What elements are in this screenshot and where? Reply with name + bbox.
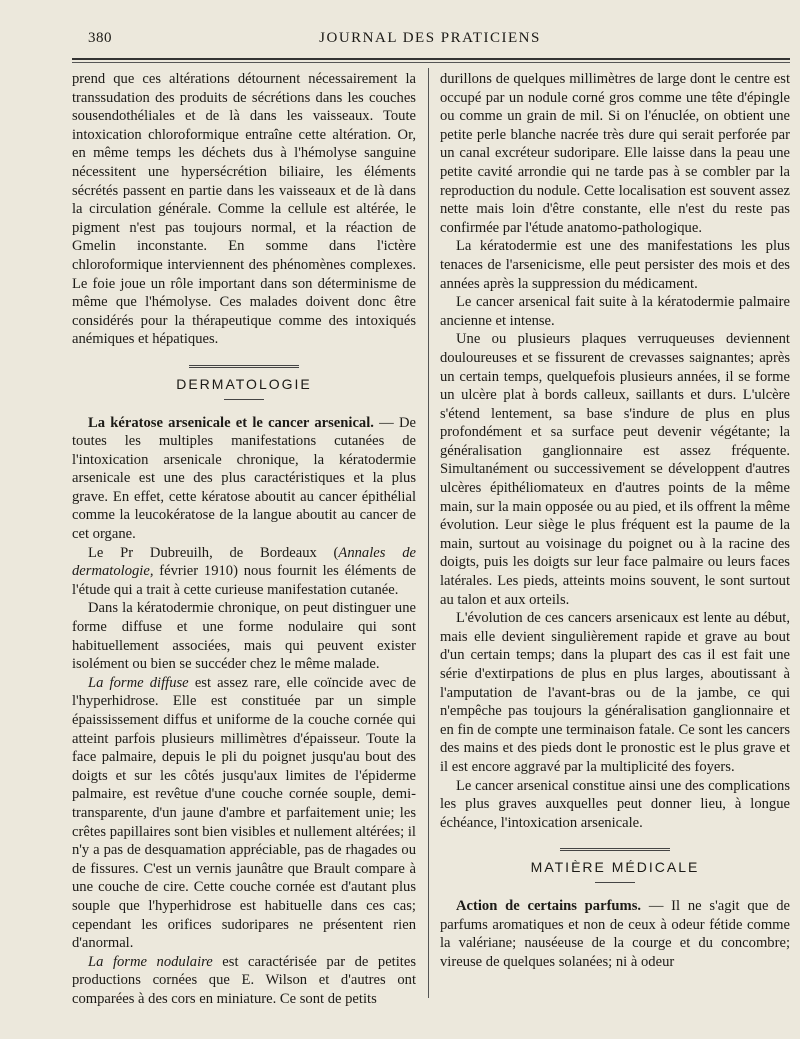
section-heading-dermatologie [72, 365, 416, 400]
paragraph [72, 544, 416, 600]
term-italic: La forme diffuse [88, 674, 189, 691]
paragraph [72, 674, 416, 953]
heading-ornament-rule [189, 365, 299, 371]
paragraph: durillons de quelques millimètres de large dont le centre est occupé par un nodule corné gros comme une tête d'épingle ou comme un grain de mil. Si on l'énuclée, on obtient une petite perle blanche nacrée très dure qui serait perforée par un canal excréteur sudoripare. Elle laisse dans la peau une petite cavité arrondie qui ne tarde pas à se combler par la reproduction du nodule. Cette localisation est souvent assez nette mais loin d'être constante, elle n'est du reste pas confirmée par l'étude anatomo-pathologique. [440, 71, 790, 236]
text-run: février 1910) nous fournit les éléments de l'étude qui a trait à cette curieuse manifestation cutanée. [72, 563, 416, 598]
paragraph: Le cancer arsenical fait suite à la kératodermie palmaire ancienne et intense. [440, 294, 790, 329]
right-column [440, 70, 790, 971]
article-title: La kératose arsenicale et le cancer arsenical. [88, 414, 374, 431]
article-title: Action de certains parfums. [456, 897, 642, 914]
header-rule-thin [72, 62, 790, 63]
text-run: Le Pr Dubreuilh, de Bordeaux ( [88, 544, 339, 561]
paragraph: Une ou plusieurs plaques verruqueuses deviennent douloureuses et se fissurent de crevasses saignantes; après un certain temps, quelquefois plusieurs années, il se forme un ulcère plat à bords calleux, saillants et durs. L'ulcère s'étend lentement, sa base s'indure de plus en plus profondément et sa surface peut devenir végétante; la généralisation ganglionnaire est assez fréquente. Simultanément ou successivement se développent d'autres ulcères épithéliomateux en d'autres points de la même main, sur la main opposée ou au pied, et ils offrent la même évolution. Leur siège le plus fréquent est la paume de la main, surtout au voisinage du poignet ou à la racine des doigts, puis les doigts sur leur face palmaire ou leurs faces latérales. Les pieds, atteints moins souvent, le sont surtout au talon et aux orteils. [440, 331, 790, 608]
heading-ornament-rule [560, 848, 670, 854]
article-intro: — De toutes les multiples manifestations cutanées de l'intoxication arsenicale chronique, la kératodermie arsenicale est une des plus caractéristiques et la plus grave. En effet, cette kératose aboutit au cancer épithélial comme la leucokératose de la langue aboutit au cancer de cet organe. [72, 414, 416, 543]
header-rule [72, 58, 790, 60]
section-heading-label: DERMATOLOGIE [176, 375, 312, 392]
article-intro: — Il ne s'agit que de parfums aromatiques et non de ceux à odeur fétide comme la valériane; nauséeuse de la courge et du concombre; vireuse de quelques solanées; ni à odeur [440, 897, 790, 970]
section-heading-label: MATIÈRE MÉDICALE [530, 859, 700, 876]
paragraph: Le cancer arsenical constitue ainsi une des complications les plus graves auxquelles peut donner lieu, à longue échéance, l'intoxication arsenicale. [440, 777, 790, 831]
paragraph: La kératodermie est une des manifestations les plus tenaces de l'arsenicisme, elle peut persister des mois et des années après la suppression du médicament. [440, 238, 790, 292]
article-paragraph [440, 897, 790, 971]
paragraph [72, 953, 416, 1009]
text-run: est assez rare, elle coïncide avec de l'hyperhidrose. Elle est constituée par un simple épaississement diffus et uniforme de la couche cornée qui atteint parfois plusieurs millimètres d'épaisseur. Toute la face palmaire, depuis le pli du poignet jusqu'au bout des doigts et sur les côtés jusqu'aux limites de l'épiderme palmaire, est revêtue d'une couche cornée souple, demi-transparente, d'un jaune d'ambre et parfaitement unie; les crêtes papillaires sont bien visibles et nullement altérées; il n'y a pas de desquamation appréciable, pas de rhagades ou de fissures. C'est un vernis jaunâtre que Brault compare à une couche de cire. Cette couche cornée est d'autant plus souple que l'hyperhidrose est habituelle dans ces cas; cependant les orifices sudoripares ne présentent rien d'anormal. [72, 674, 416, 952]
heading-underline [595, 882, 635, 883]
term-italic: La forme nodulaire [88, 953, 213, 970]
left-column [72, 70, 416, 1009]
section-heading-matiere-medicale [440, 848, 790, 883]
page-number: 380 [88, 30, 112, 46]
journal-citation: Annales de dermatologie, [72, 544, 416, 580]
journal-title: JOURNAL DES PRATICIENS [319, 30, 541, 46]
article-paragraph [72, 414, 416, 544]
text-run: est caractérisée par de petites productions cornées que E. Wilson et d'autres ont comparées à des cors en miniature. Ce sont de petits [72, 953, 416, 1007]
paragraph: L'évolution de ces cancers arsenicaux est lente au début, mais elle devient singulièrement rapide et grave au bout d'un certain temps; dans la plupart des cas il est fait une série d'extirpations de plus en plus larges, aboutissant à l'amputation de l'avant-bras ou de la jambe, ce qui n'empêche pas toujours la généralisation ganglionnaire et en fin de compte une terminaison fatale. Ce sont les cancers des mains et des pieds dont le pronostic est le plus grave et il est encore aggravé par la multiplicité des foyers. [440, 610, 790, 775]
paragraph: Dans la kératodermie chronique, on peut distinguer une forme diffuse et une forme nodulaire qui sont habituellement associées, mais qui peuvent exister isolément ou bien se succéder chez le même malade. [72, 600, 416, 673]
heading-underline [224, 399, 264, 400]
paragraph: prend que ces altérations détournent nécessairement la transsudation des produits de sécrétions dans les couches sousendothéliales et de là dans les vaisseaux. Toute intoxication chloroformique entraîne cette altération. Or, en même temps les déchets dus à l'hémolyse sanguine nécessitent une hypersécrétion biliaire, les éléments sécrétés passent en partie dans les vaisseaux et de là dans la circulation générale. Comme la cellule est altérée, le pigment n'est pas toujours normal, et la réaction de Gmelin inconstante. En somme dans l'ictère chloroformique interviennent des phénomènes complexes. Le foie joue un rôle important dans son déterminisme de même que l'hémolyse. Ces malades doivent donc être considérés pour la thérapeutique comme des intoxiqués anémiques et hépatiques. [72, 71, 416, 348]
page-header [70, 30, 790, 52]
column-divider [428, 68, 429, 998]
